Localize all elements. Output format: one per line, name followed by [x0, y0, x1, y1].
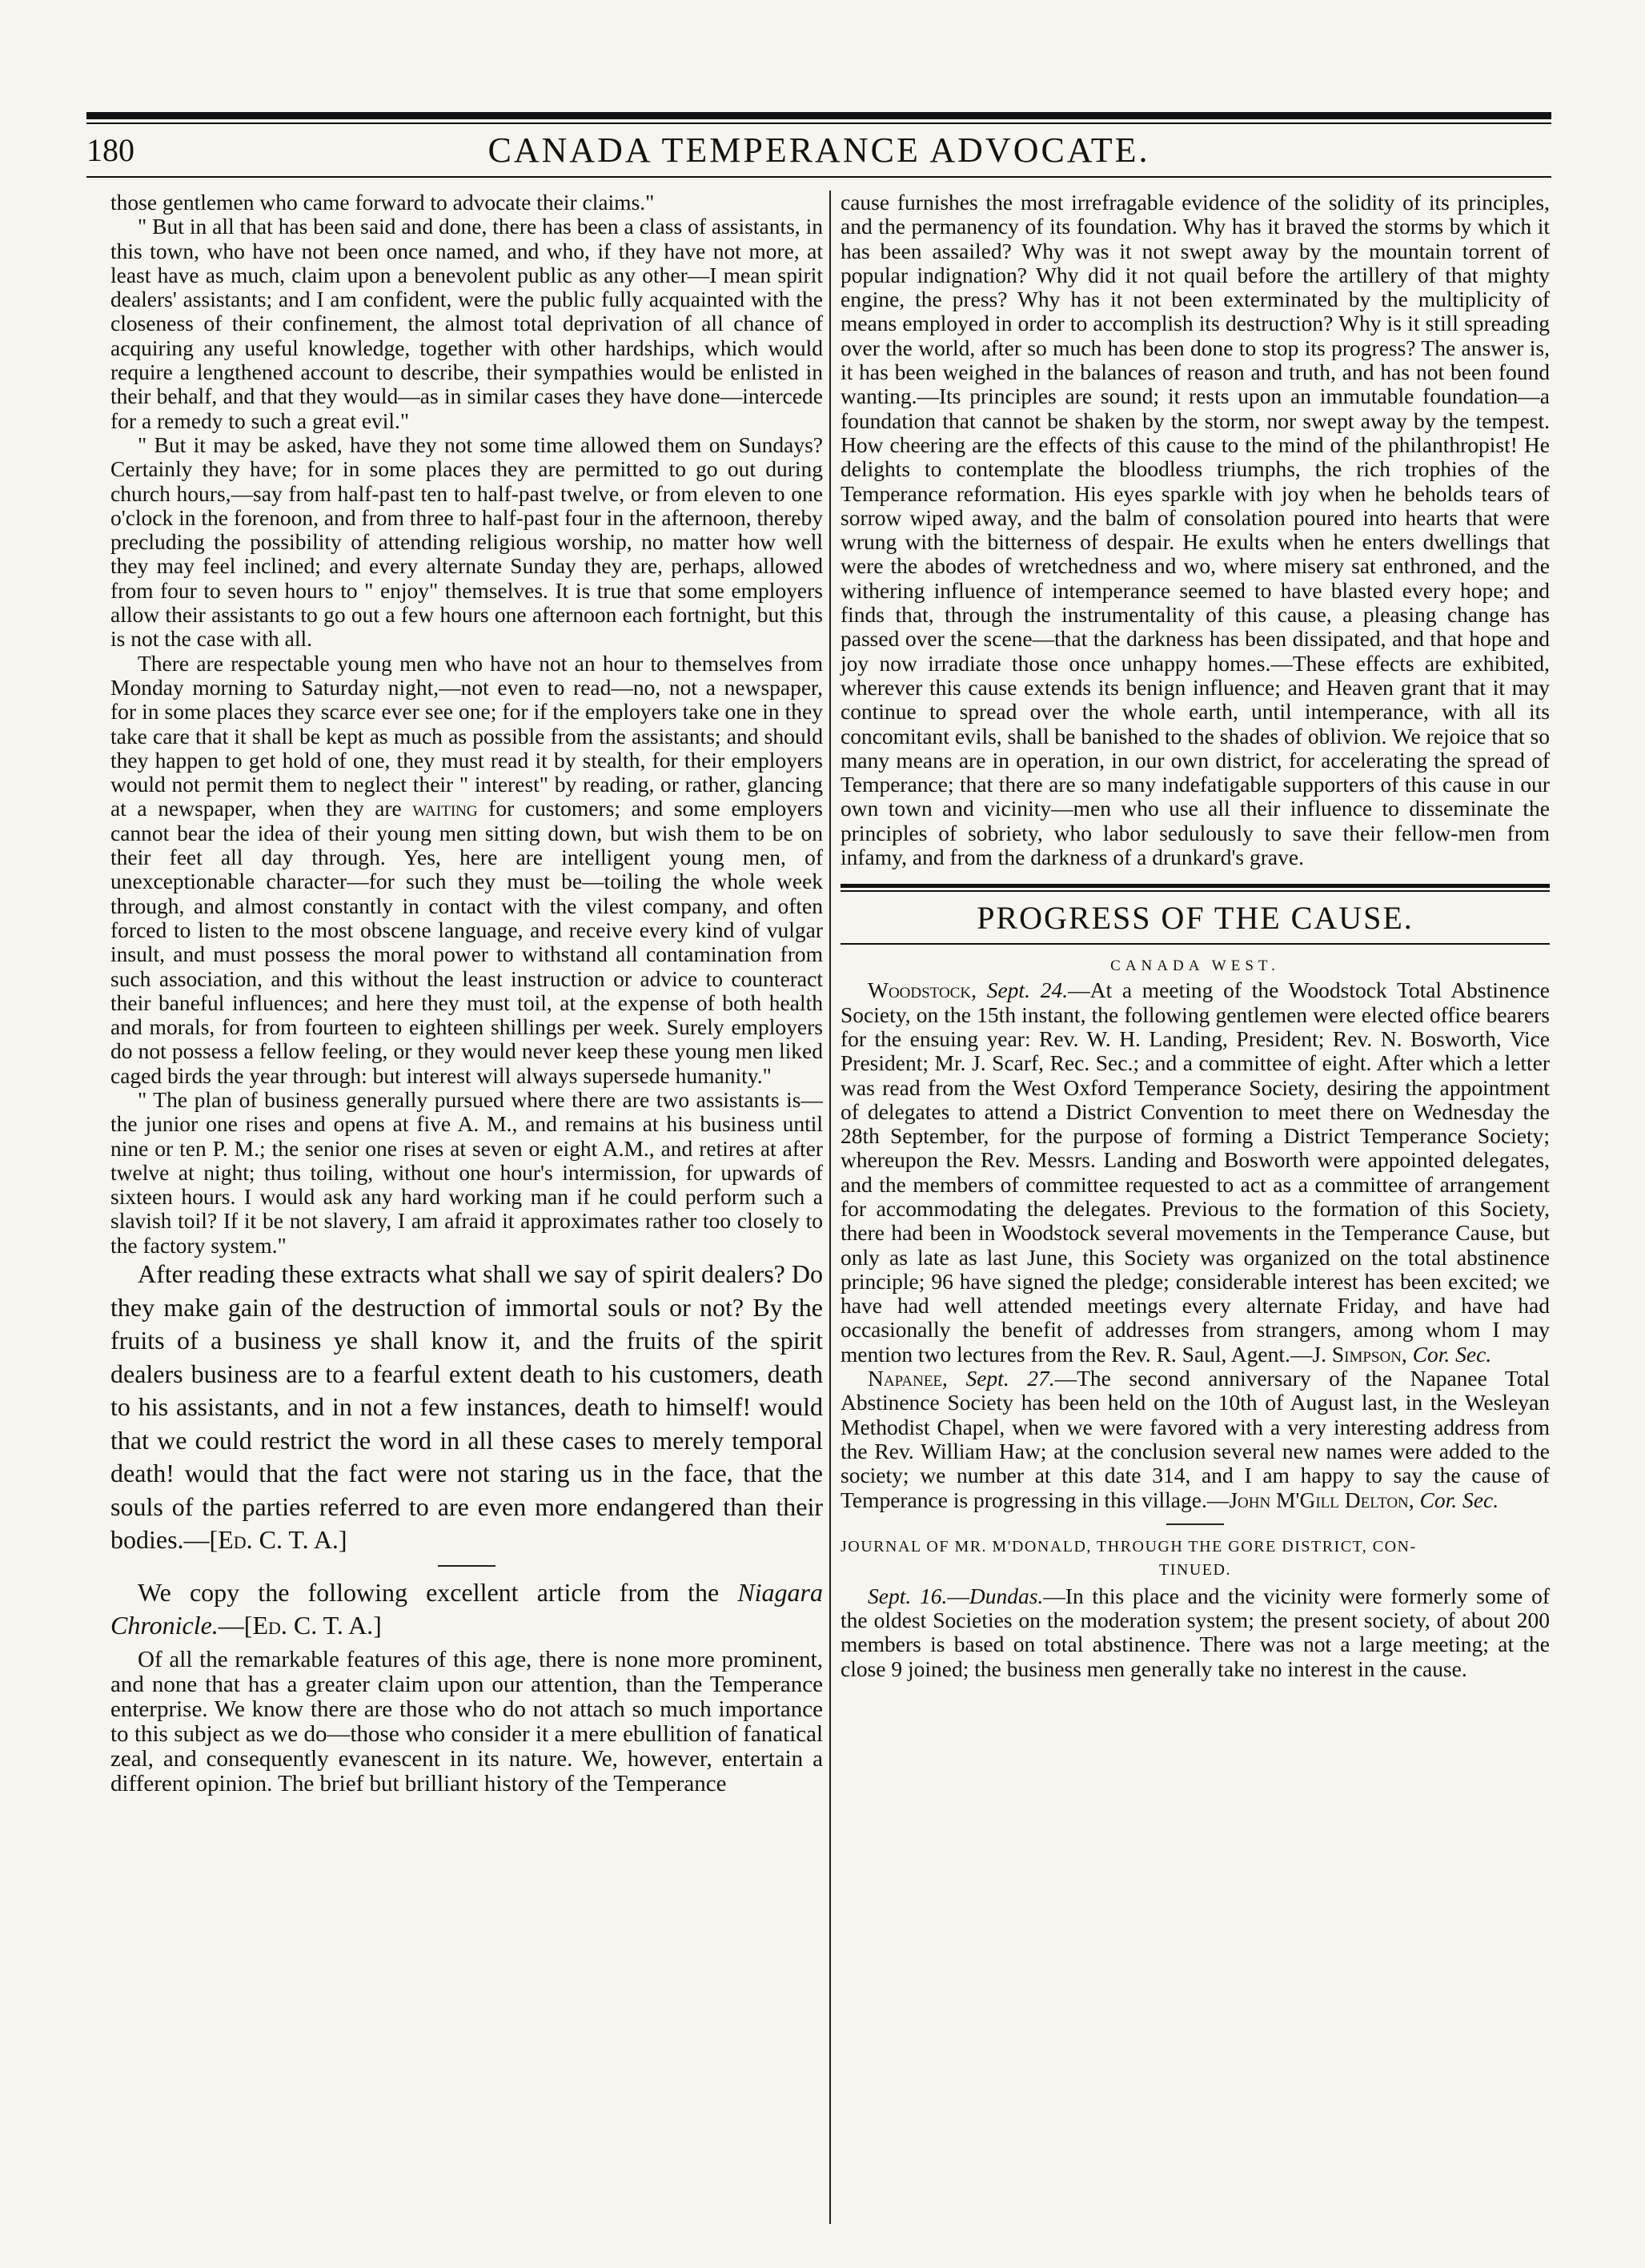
- editorial-note: [110, 1576, 823, 1643]
- paragraph: " The plan of business generally pursued where there are two assistants is—the junior one rises and opens at five A. M., and remains at his business until nine or ten P. M.; the senior one rises at seven or eight A.M., and retires at after twelve at night; thus toiling, without one hour's intermission, for upwards of sixteen hours. I would ask any hard working man if he could perform such a slavish toil? If it be not slavery, I am afraid it approximates rather too closely to the factory system.": [110, 1086, 823, 1258]
- dateline-date: Sept. 27.: [965, 1366, 1055, 1391]
- top-rule: [86, 112, 1551, 119]
- text-run: —[: [218, 1611, 253, 1640]
- paragraph: " But in all that has been said and done, there has been a class of assistants, in this town, who have not been once named, and who, if they have not more, at least have as much, claim upon a benevolent public as any other—I mean spirit dealers' assistants; and I am confident, were the public fully acquainted with the closeness of their confinement, the almost total deprivation of all chance of acquiring any useful knowledge, together with other hardships, which would require a lengthened account to describe, their sympathies would be enlisted in their behalf, and that they would—as in similar cases they have done—intercede for a remedy to such a great evil.": [110, 214, 823, 433]
- signature: John M'Gill Delton,: [1229, 1487, 1414, 1512]
- text-run: After reading these extracts what shall we say of spirit dealers? Do they make gain of the destruction of immortal souls or not? By the fruits of a business ye shall know it, and the fruits of the spirit dealers business are to a fearful extent death to his customers, death to his assistants, and in not a few instances, death to himself! would that we could restrict the word in all these cases to merely temporal death! would that the fact were not staring us in the face, that the souls of the parties referred to are even more endangered than their bodies.—[: [110, 1259, 823, 1555]
- journal-title: CANADA TEMPERANCE ADVOCATE.: [487, 130, 1150, 170]
- entry-place: Dundas.: [969, 1583, 1044, 1608]
- source-title: Niagara Chronicle.: [110, 1577, 823, 1640]
- section-heading: PROGRESS OF THE CAUSE.: [977, 900, 1414, 937]
- paragraph: cause furnishes the most irrefragable evidence of the solidity of its principles, and the permanency of its foundation. Why has it braved the storms by which it has been assailed? Why was it not swept away by the mountain torrent of popular indignation? Why did it not quail before the artillery of that mighty engine, the press? Why has it not been exterminated by the multiplicity of means employed in order to accomplish its destruction? Why is it still spreading over the world, after so much has been done to stop its progress? The answer is, it has been weighed in the balances of reason and truth, and has not been found wanting.—Its principles are sound; it rests upon an immutable foundation—a foundation that cannot be shaken by the storm, nor swept away by the tempest. How cheering are the effects of this cause to the mind of the philanthropist! He delights to contemplate the bloodless triumphs, the rich trophies of the Temperance reformation. His eyes sparkle with joy when he beholds tears of sorrow wiped away, and the balm of consolation poured into hearts that were wrung with the bitterness of despair. He exults when he enters dwellings that were the abodes of wretchedness and wo, where misery sat enthroned, and the withering influence of intemperance seemed to have blasted every hope; and finds that, through the instrumentality of this cause, a pleasing change has passed over the scene—that the darkness has been dissipated, and that hope and joy now irradiate those once unhappy homes.—These effects are exhibited, wherever this cause extends its benign influence; and Heaven grant that it may continue to spread over the whole earth, until intemperance, with all its concomitant evils, shall be banished to the shades of oblivion. We rejoice that so many means are in operation, in our own district, for accelerating the spread of Temperance; that there are so many indefatigable supporters of this cause in our own town and vicinity—men who use all their influence to disseminate the principles of sobriety, who labor sedulously to save their fellow-men from infamy, and from the darkness of a drunkard's grave.: [841, 190, 1550, 870]
- signature-role: Cor. Sec.: [1412, 1341, 1492, 1367]
- journal-entry: Sept. 16.—Dundas.—In this place and the vicinity were formerly some of the oldest Societies on the moderation system; the present society, of about 200 members is based on total abstinence. There was not a large meeting; at the close 9 joined; the business men generally take no interest in the cause.: [841, 1583, 1550, 1681]
- signature: J. Simpson,: [1312, 1341, 1407, 1367]
- paragraph: those gentlemen who came forward to advocate their claims.": [110, 190, 655, 215]
- text-run: —At a meeting of the Woodstock Total Abstinence Society, on the 15th instant, the following gentlemen were elected office bearers for the ensuing year: Rev. W. H. Landing, President; Rev. N. Bosworth, Vice President; Mr. J. Scarf, Rec. Sec.; and a committee of eight. After which a letter was read from the West Oxford Temperance Society, desiring the appointment of delegates to attend a District Convention to meet there on Wednesday the 28th September, for the purpose of forming a District Temperance Society; whereupon the Rev. Messrs. Landing and Bosworth were appointed delegates, and the members of committee requested to act as a committee of arrangement for accommodating the delegates. Previous to the formation of this Society, there had been in Woodstock several movements in the Temperance Cause, but only as late as last June, this Society was organized on the total abstinence principle; 96 have signed the pledge; considerable interest has been excited; we have had well attended meetings every alternate Friday, and have had occasionally the benefit of addresses from strangers, among whom I may mention two lectures from the Rev. R. Saul, Agent.—: [841, 977, 1550, 1367]
- journal-heading-continued: TINUED.: [1159, 1560, 1231, 1579]
- section-separator: [1166, 1523, 1224, 1525]
- left-column: [110, 191, 823, 1796]
- section-rule-thin: [841, 890, 1550, 892]
- paragraph: " But it may be asked, have they not some time allowed them on Sundays? Certainly they have; for in some places they are permitted to go out during church hours,—say from half-past ten to half-past twelve, or from eleven to one o'clock in the forenoon, and from three to half-past four in the afternoon, thereby precluding the possibility of attending religious worship, no matter how well they may feel inclined; and every alternate Sunday they are, perhaps, allowed from four to seven hours to " enjoy" themselves. It is true that some employers allow their assistants to go out a few hours one afternoon each fortnight, but this is not the case with all.: [110, 432, 823, 652]
- signature-role: Cor. Sec.: [1419, 1487, 1499, 1512]
- editor-abbrev: Ed.: [252, 1611, 287, 1640]
- text-run: C. T. A.]: [252, 1525, 347, 1555]
- header-rule: [86, 176, 1551, 178]
- text-run: —The second anniversary of the Napanee Total Abstinence Society has been held on the 10th of August last, in the Wesleyan Methodist Chapel, when we were favored with a very interesting address from the Rev. William Haw; at the conclusion several new names were added to the society; we number at this date 314, and I am happy to say the cause of Temperance is progressing in this village.—: [841, 1366, 1550, 1512]
- text-run: C. T. A.]: [287, 1611, 382, 1640]
- small-caps-text: waiting: [412, 796, 478, 821]
- paragraph: Of all the remarkable features of this age, there is none more prominent, and none that has a greater claim upon our attention, than the Temperance enterprise. We know there are those who do not attach so much importance to this subject as we do—those who consider it a mere ebullition of fanatical zeal, and consequently evanescent in its nature. We, however, entertain a different opinion. The brief but brilliant history of the Temperance: [110, 1646, 823, 1796]
- section-rule: [841, 884, 1550, 888]
- report-woodstock: [841, 978, 1550, 1367]
- top-rule-thin: [86, 122, 1551, 124]
- editor-abbrev: Ed.: [218, 1525, 253, 1555]
- page-number: 180: [86, 132, 134, 168]
- report-napanee: [841, 1367, 1550, 1512]
- entry-date: Sept. 16.: [868, 1583, 948, 1608]
- dateline-date: Sept. 24.: [986, 977, 1069, 1003]
- paragraph: [110, 652, 823, 1088]
- journal-heading: JOURNAL OF MR. M'DONALD, THROUGH THE GORE DISTRICT, CON-: [841, 1537, 1417, 1555]
- page-header: [86, 130, 1551, 171]
- heading-rule: [841, 943, 1550, 945]
- text-run: There are respectable young men who have not an hour to themselves from Monday morning to Saturday night,—not even to read—no, not a newspaper, for in some places they scarce ever see one; for if the employers take one in they take care that it shall be kept as much as possible from the assistants; and should they happen to get hold of one, they must read it by stealth, for their employers would not permit them to neglect their " interest" by reading, or rather, glancing at a newspaper, when they are: [110, 650, 823, 821]
- text-run: for customers; and some employers cannot bear the idea of their young men sitting down, but wish them to be on their feet all day through. Yes, here are intelligent young men, of unexceptionable character—for such they must be—toiling the whole week through, and almost constantly in contact with the vilest company, and often forced to listen to the most obscene language, and receive every kind of vulgar insult, and must possess the moral power to withstand all contamination from such association, and this without the least instruction or advice to counteract their baneful influences; and here they must toil, at the expense of both health and morals, for from fourteen to eighteen shillings per week. Surely employers do not possess a fellow feeling, or they would never keep these young men liked caged birds the year through: but interest will always supersede humanity.": [110, 796, 823, 1088]
- dateline-place: Woodstock,: [868, 977, 977, 1003]
- editorial-paragraph: [110, 1258, 823, 1557]
- section-separator: [438, 1565, 496, 1567]
- column-divider: [829, 191, 831, 2224]
- dateline-place: Napanee,: [868, 1366, 948, 1391]
- region-heading: CANADA WEST.: [1110, 957, 1280, 975]
- right-column: [841, 191, 1550, 1681]
- text-run: —In this place and the vicinity were formerly some of the oldest Societies on the moderation system; the present society, of about 200 members is based on total abstinence. There was not a large meeting; at the close 9 joined; the business men generally take no interest in the cause.: [841, 1583, 1550, 1681]
- text-run: We copy the following excellent article from the: [138, 1577, 738, 1607]
